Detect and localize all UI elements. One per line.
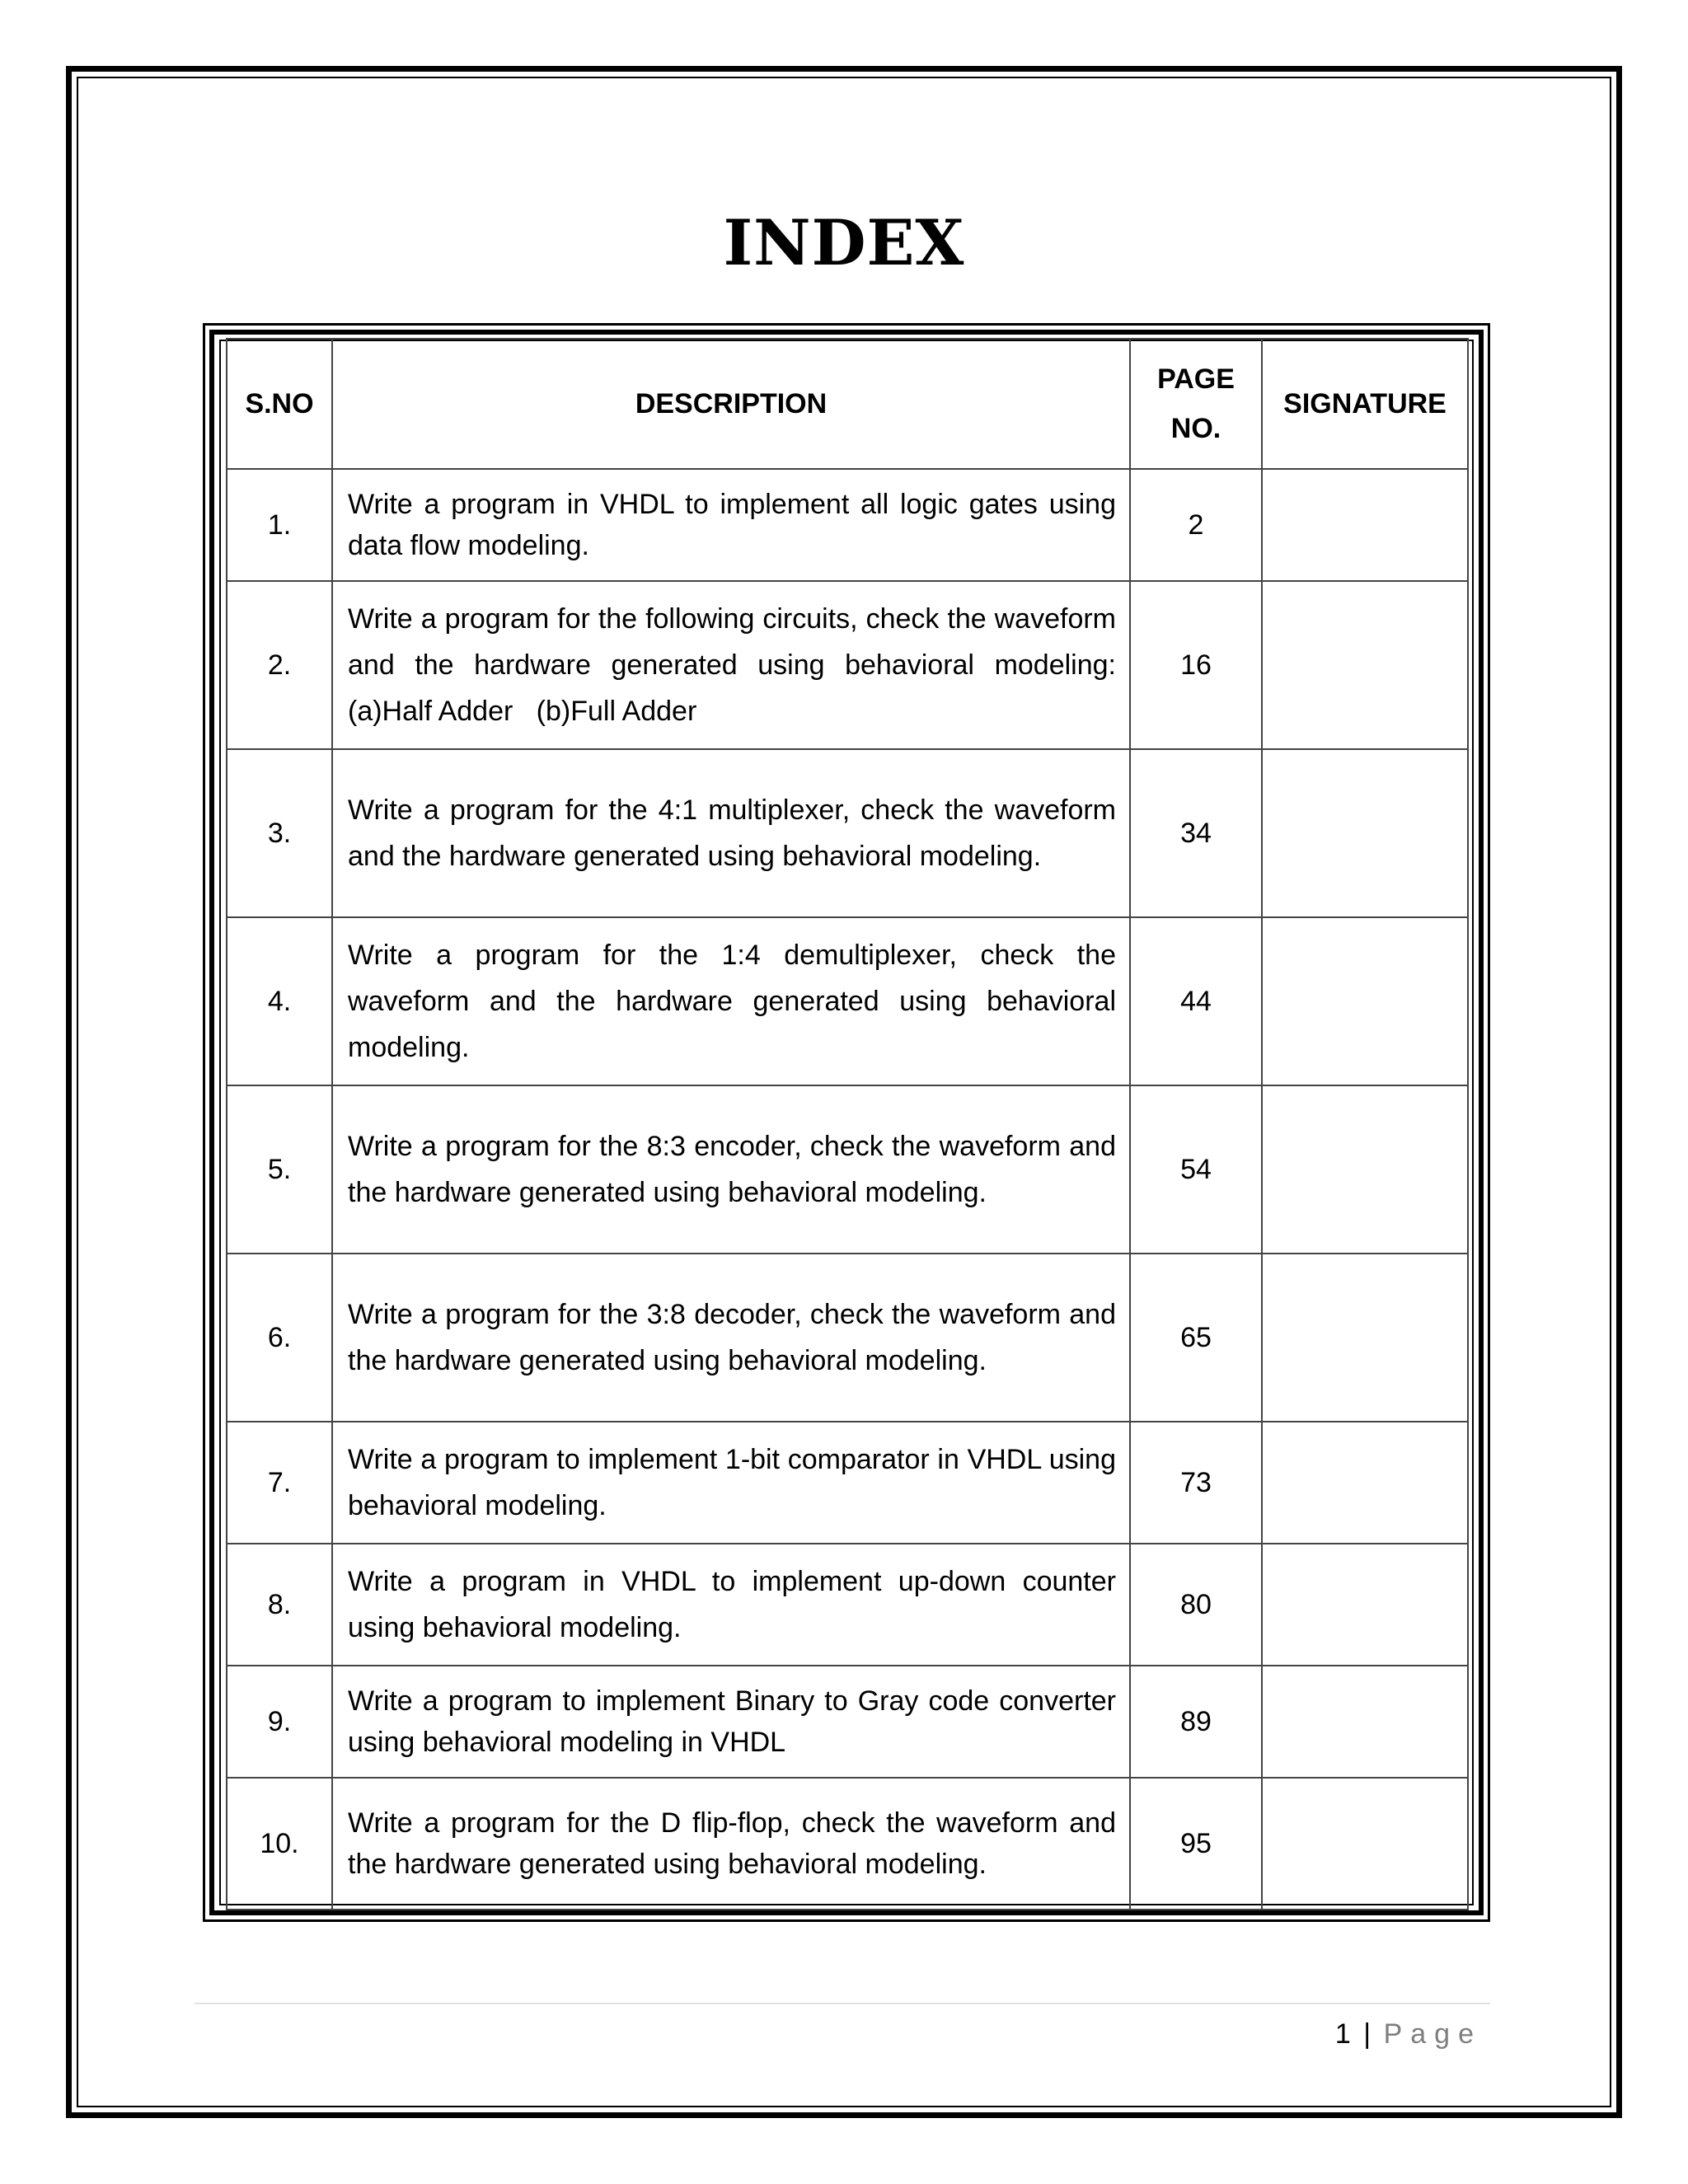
- row-description: Write a program for the 3:8 decoder, check the waveform and the hardware generated using behavioral modeling.: [332, 1254, 1130, 1422]
- row-sno: 7.: [227, 1422, 332, 1544]
- row-sno: 4.: [227, 917, 332, 1085]
- index-table: [226, 338, 1469, 1910]
- header-sno: S.NO: [227, 339, 332, 469]
- row-page-no: 54: [1130, 1085, 1262, 1254]
- row-signature: [1262, 581, 1468, 749]
- footer-page-label: Page: [1383, 2018, 1482, 2050]
- row-page-no: 2: [1130, 469, 1262, 581]
- row-signature: [1262, 1254, 1468, 1422]
- header-row: [227, 339, 1468, 469]
- row-signature: [1262, 1666, 1468, 1778]
- row-description: Write a program in VHDL to implement up-down counter using behavioral modeling.: [332, 1544, 1130, 1666]
- header-page-line2: NO.: [1170, 413, 1221, 444]
- row-signature: [1262, 749, 1468, 917]
- footer-separator: |: [1363, 2018, 1372, 2050]
- row-sno: 8.: [227, 1544, 332, 1666]
- row-page-no: 95: [1130, 1778, 1262, 1910]
- row-description: Write a program in VHDL to implement all logic gates using data flow modeling.: [332, 469, 1130, 581]
- row-page-no: 80: [1130, 1544, 1262, 1666]
- row-sno: 3.: [227, 749, 332, 917]
- row-signature: [1262, 1544, 1468, 1666]
- table-row: [227, 469, 1468, 581]
- row-sno: 2.: [227, 581, 332, 749]
- table-row: [227, 1085, 1468, 1254]
- table-row: [227, 1666, 1468, 1778]
- table-row: [227, 1544, 1468, 1666]
- row-page-no: 34: [1130, 749, 1262, 917]
- row-description: Write a program for the 8:3 encoder, check the waveform and the hardware generated using behavioral modeling.: [332, 1085, 1130, 1254]
- table-row: [227, 581, 1468, 749]
- row-description: Write a program to implement Binary to Gray code converter using behavioral modeling in VHDL: [332, 1666, 1130, 1778]
- row-signature: [1262, 1085, 1468, 1254]
- row-page-no: 65: [1130, 1254, 1262, 1422]
- page-footer: [1335, 2011, 1482, 2057]
- row-page-no: 73: [1130, 1422, 1262, 1544]
- row-page-no: 16: [1130, 581, 1262, 749]
- row-sno: 5.: [227, 1085, 332, 1254]
- row-sno: 1.: [227, 469, 332, 581]
- row-description: Write a program for the 1:4 demultiplexer, check the waveform and the hardware generated using behavioral modeling.: [332, 917, 1130, 1085]
- header-page-no: [1130, 339, 1262, 469]
- header-description: DESCRIPTION: [332, 339, 1130, 469]
- row-sno: 9.: [227, 1666, 332, 1778]
- row-description: Write a program for the 4:1 multiplexer, check the waveform and the hardware generated using behavioral modeling.: [332, 749, 1130, 917]
- page-title: INDEX: [723, 206, 965, 279]
- table-row: [227, 1422, 1468, 1544]
- header-page-line1: PAGE: [1157, 363, 1235, 395]
- row-signature: [1262, 1422, 1468, 1544]
- footer-divider: [195, 2003, 1490, 2004]
- row-page-no: 44: [1130, 917, 1262, 1085]
- footer-page-number: 1: [1334, 2018, 1351, 2050]
- row-sno: 6.: [227, 1254, 332, 1422]
- table-row: [227, 917, 1468, 1085]
- row-description: Write a program for the following circuits, check the waveform and the hardware generated using behavioral modeling: (a)Half Adder (b)Full Adder: [332, 581, 1130, 749]
- table-row: [227, 1254, 1468, 1422]
- table-row: [227, 749, 1468, 917]
- row-signature: [1262, 469, 1468, 581]
- row-sno: 10.: [227, 1778, 332, 1910]
- row-description: Write a program to implement 1-bit comparator in VHDL using behavioral modeling.: [332, 1422, 1130, 1544]
- row-signature: [1262, 917, 1468, 1085]
- row-description: Write a program for the D flip-flop, check the waveform and the hardware generated using behavioral modeling.: [332, 1778, 1130, 1910]
- header-signature: SIGNATURE: [1262, 339, 1468, 469]
- row-page-no: 89: [1130, 1666, 1262, 1778]
- table-row: [227, 1778, 1468, 1910]
- row-signature: [1262, 1778, 1468, 1910]
